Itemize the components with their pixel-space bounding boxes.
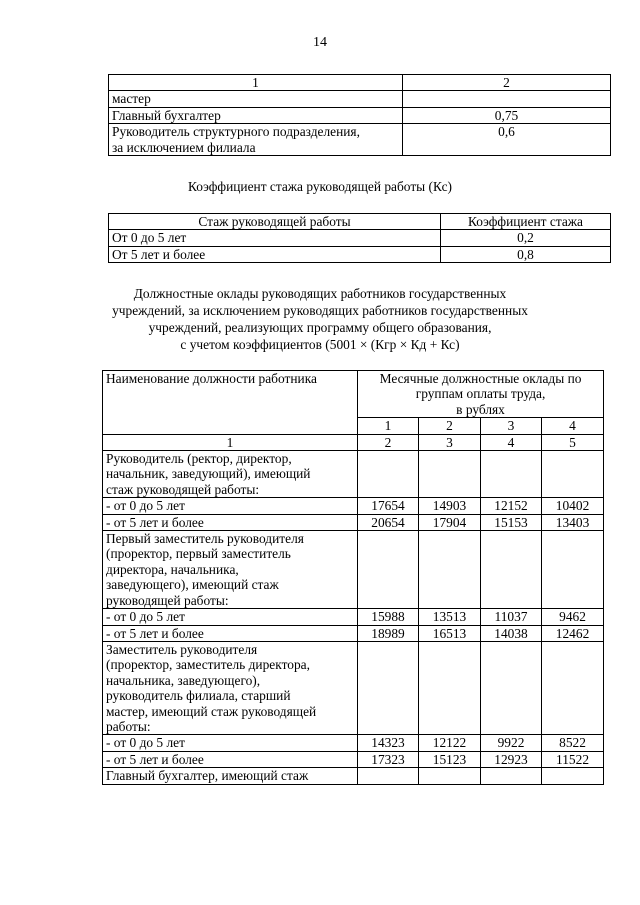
column-number-cell: 1: [103, 434, 358, 450]
empty-cell: [481, 531, 542, 609]
salary-cell: 11037: [481, 609, 542, 625]
section-heading-stazh: Коэффициент стажа руководящей работы (Кс): [188, 179, 452, 194]
page-number: 14: [313, 35, 327, 50]
section-title-cell: [103, 641, 358, 734]
empty-cell: [481, 641, 542, 734]
value-cell: 0,2: [441, 230, 611, 246]
column-number-cell: 4: [481, 434, 542, 450]
column-number-cell: 2: [358, 434, 419, 450]
cell-line: Первый заместитель руководителя: [106, 531, 304, 547]
empty-cell: [542, 451, 604, 498]
empty-cell: [358, 531, 419, 609]
salary-table: [102, 370, 604, 785]
heading-line: Должностные оклады руководящих работников государственных: [133, 286, 507, 301]
salary-cell: 15123: [419, 751, 481, 767]
cell-line: мастер, имеющий стаж руководящей: [106, 703, 317, 719]
salary-cell: 12462: [542, 625, 604, 641]
table-row: [103, 735, 604, 751]
position-cell: мастер: [109, 91, 403, 107]
cell-line: стаж руководящей работы:: [106, 481, 260, 497]
section-title-row: [103, 531, 604, 609]
cell-line: начальника, заведующего),: [106, 672, 261, 688]
empty-cell: [481, 451, 542, 498]
position-header: Наименование должности работника: [103, 371, 358, 435]
cell-line: Руководитель (ректор, директор,: [106, 451, 292, 467]
empty-cell: [419, 451, 481, 498]
empty-cell: [542, 768, 604, 784]
empty-cell: [419, 641, 481, 734]
section-title-row: [103, 641, 604, 734]
empty-cell: [358, 451, 419, 498]
section-title-cell: [103, 531, 358, 609]
table-row: [103, 514, 604, 530]
empty-cell: [481, 768, 542, 784]
cell-line: (проректор, заместитель директора,: [106, 657, 310, 673]
table-row: [103, 625, 604, 641]
salary-cell: 15988: [358, 609, 419, 625]
salary-cell: 11522: [542, 751, 604, 767]
stazh-cell: От 5 лет и более: [109, 246, 441, 262]
section-title-cell: [103, 451, 358, 498]
empty-cell: [542, 531, 604, 609]
salary-cell: 12923: [481, 751, 542, 767]
salary-cell: 14323: [358, 735, 419, 751]
table-row: [103, 609, 604, 625]
position-cell: [109, 124, 403, 156]
table-header-cell: Коэффициент стажа: [441, 214, 611, 230]
heading-line: учреждений, реализующих программу общего образования,: [148, 320, 492, 335]
stazh-label-cell: - от 0 до 5 лет: [103, 609, 358, 625]
empty-cell: [542, 641, 604, 734]
salary-cell: 12122: [419, 735, 481, 751]
heading-line: с учетом коэффициентов (5001 × (Кгр × Кд + Кс): [180, 337, 460, 352]
cell-line: работы:: [106, 718, 151, 734]
cell-line: заведующего), имеющий стаж: [106, 577, 279, 593]
table-header-row: [109, 214, 611, 230]
table-header-row: [103, 371, 604, 418]
table-row: [109, 91, 611, 107]
heading-line: учреждений, за исключением руководящих работников государственных: [112, 303, 528, 318]
column-number-cell: 3: [419, 434, 481, 450]
group-header-cell: 4: [542, 418, 604, 434]
table-header-cell: 2: [403, 75, 611, 91]
salary-cell: 17654: [358, 498, 419, 514]
cell-line: за исключением филиала: [112, 139, 256, 155]
table-header-row: [109, 75, 611, 91]
empty-cell: [419, 531, 481, 609]
table-row: [103, 768, 604, 784]
section-title-row: [103, 451, 604, 498]
column-number-cell: 5: [542, 434, 604, 450]
salary-cell: 12152: [481, 498, 542, 514]
column-number-row: [103, 434, 604, 450]
cell-line: (проректор, первый заместитель: [106, 546, 291, 562]
cell-line: Заместитель руководителя: [106, 641, 258, 657]
table-header-cell: 1: [109, 75, 403, 91]
salary-cell: 9462: [542, 609, 604, 625]
stazh-label-cell: - от 5 лет и более: [103, 751, 358, 767]
cell-line: начальник, заведующий), имеющий: [106, 466, 311, 482]
position-cell: Главный бухгалтер: [109, 107, 403, 123]
stazh-coefficient-table: [108, 213, 611, 263]
group-header-cell: 3: [481, 418, 542, 434]
stazh-label-cell: - от 5 лет и более: [103, 514, 358, 530]
cell-line: директора, начальника,: [106, 561, 239, 577]
salary-header: [358, 371, 604, 418]
cell-line: руководящей работы:: [106, 592, 229, 608]
stazh-label-cell: - от 0 до 5 лет: [103, 735, 358, 751]
empty-cell: [358, 641, 419, 734]
salary-cell: 10402: [542, 498, 604, 514]
value-cell: [403, 91, 611, 107]
header-line: Месячные должностные оклады по: [379, 371, 582, 386]
table-row: [109, 107, 611, 123]
table-row: [103, 498, 604, 514]
salary-cell: 13403: [542, 514, 604, 530]
salary-cell: 18989: [358, 625, 419, 641]
stazh-cell: От 0 до 5 лет: [109, 230, 441, 246]
group-header-cell: 2: [419, 418, 481, 434]
empty-cell: [419, 768, 481, 784]
stazh-label-cell: - от 5 лет и более: [103, 625, 358, 641]
value-cell: 0,8: [441, 246, 611, 262]
cell-line: Руководитель структурного подразделения,: [112, 124, 360, 140]
salary-cell: 14038: [481, 625, 542, 641]
salary-cell: 16513: [419, 625, 481, 641]
stazh-label-cell: - от 0 до 5 лет: [103, 498, 358, 514]
section-heading-oklady: [0, 285, 640, 353]
coefficient-table-continued: [108, 74, 611, 156]
salary-cell: 17904: [419, 514, 481, 530]
salary-cell: 14903: [419, 498, 481, 514]
header-line: группам оплаты труда,: [415, 386, 546, 402]
salary-cell: 13513: [419, 609, 481, 625]
value-cell: 0,6: [403, 124, 611, 156]
section-title-cell: Главный бухгалтер, имеющий стаж: [103, 768, 358, 784]
table-row: [109, 124, 611, 156]
group-header-cell: 1: [358, 418, 419, 434]
table-row: [109, 246, 611, 262]
salary-cell: 9922: [481, 735, 542, 751]
header-line: в рублях: [456, 401, 505, 417]
value-cell: 0,75: [403, 107, 611, 123]
salary-cell: 15153: [481, 514, 542, 530]
table-header-cell: Стаж руководящей работы: [109, 214, 441, 230]
table-row: [109, 230, 611, 246]
cell-line: руководитель филиала, старший: [106, 688, 291, 704]
empty-cell: [358, 768, 419, 784]
salary-cell: 8522: [542, 735, 604, 751]
table-row: [103, 751, 604, 767]
salary-cell: 20654: [358, 514, 419, 530]
salary-cell: 17323: [358, 751, 419, 767]
